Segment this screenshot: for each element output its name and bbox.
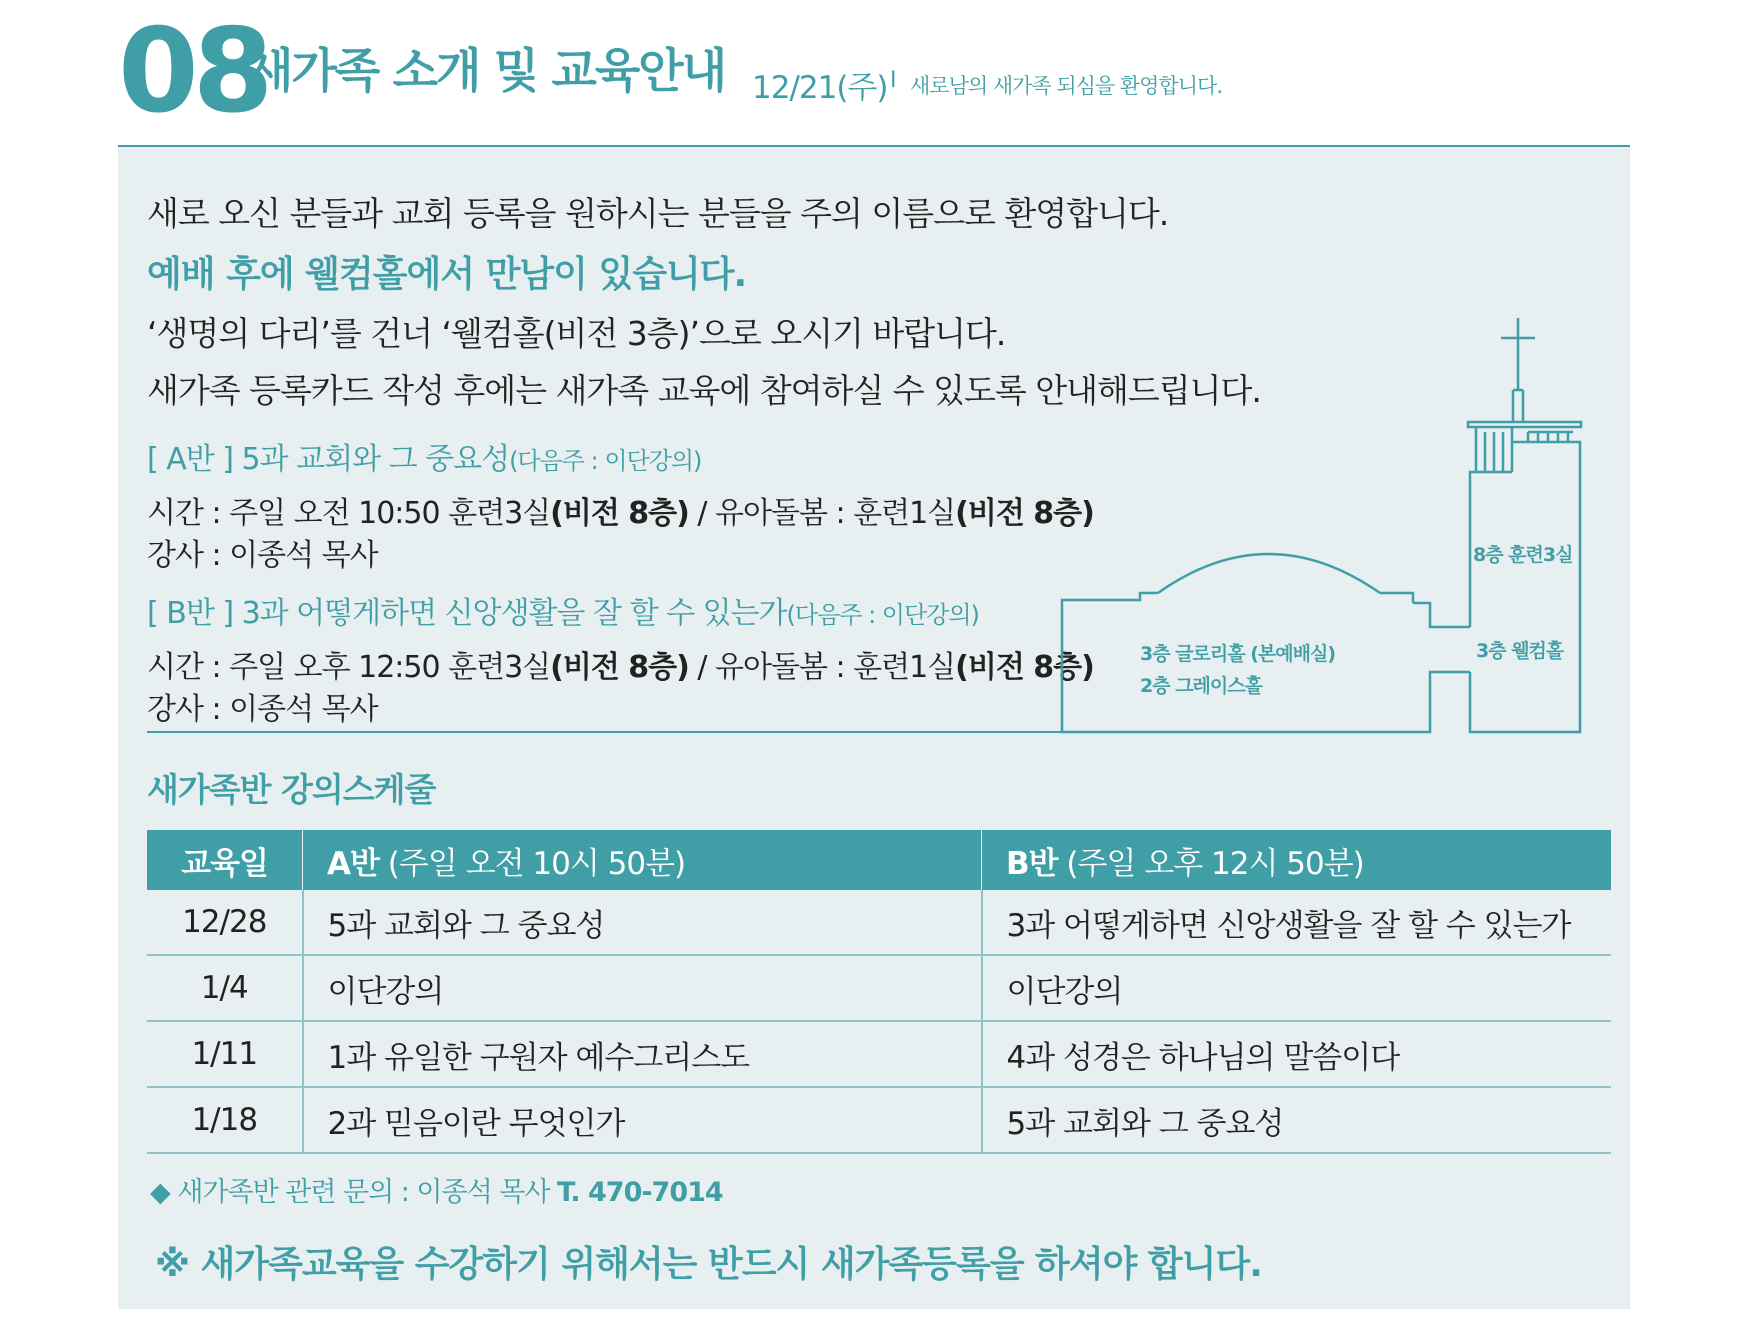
row-class-a: 1과 유일한 구원자 예수그리스도 [303,1021,982,1087]
section-title: 새가족 소개 및 교육안내 [248,44,726,99]
class-a-time-text: 시간 : 주일 오전 10:50 훈련3실 [147,496,551,531]
church-building-icon [1058,310,1588,745]
label-8f-training: 8층 훈련3실 [1473,544,1573,566]
intro-directions: ‘생명의 다리’를 건너 ‘웰컴홀(비전 3층)’으로 오시기 바랍니다. [147,314,1006,353]
section-date: 12/21(주) [752,70,888,106]
row-class-b: 이단강의 [982,955,1612,1021]
table-row [147,955,1611,1021]
row-class-b: 3과 어떻게하면 신앙생활을 잘 할 수 있는가 [982,890,1612,955]
class-a-next: (다음주 : 이단강의) [509,447,702,475]
label-2f-grace-hall: 2층 그레이스홀 [1140,675,1262,697]
header-class-b [982,830,1612,890]
class-a-teacher: 강사 : 이종석 목사 [147,538,378,573]
row-date: 1/4 [147,955,303,1021]
class-b-childcare-location: (비전 8층) [955,650,1094,685]
class-b-next: (다음주 : 이단강의) [786,601,979,629]
row-date: 12/28 [147,890,303,955]
schedule-title: 새가족반 강의스케줄 [147,770,436,809]
row-class-b: 4과 성경은 하나님의 말씀이다 [982,1021,1612,1087]
class-b-teacher: 강사 : 이종석 목사 [147,692,378,727]
row-date: 1/11 [147,1021,303,1087]
class-a-title [147,434,701,478]
row-class-a: 5과 교회와 그 중요성 [303,890,982,955]
class-a-location: (비전 8층) [550,496,689,531]
row-class-a: 2과 믿음이란 무엇인가 [303,1087,982,1153]
class-a-title-text: [ A반 ] 5과 교회와 그 중요성 [147,442,510,477]
contact-info [150,1170,723,1209]
section-subtitle: 새로남의 새가족 되심을 환영합니다. [910,74,1222,98]
class-b-location: (비전 8층) [550,650,689,685]
intro-highlight: 예배 후에 웰컴홀에서 만남이 있습니다. [147,254,747,295]
building-illustration [1058,310,1588,745]
intro-registration: 새가족 등록카드 작성 후에는 새가족 교육에 참여하실 수 있도록 안내해드립니다. [147,371,1261,410]
table-row [147,890,1611,955]
class-b-title-text: [ B반 ] 3과 어떻게하면 신앙생활을 잘 할 수 있는가 [147,596,787,631]
class-b-time-text: 시간 : 주일 오후 12:50 훈련3실 [147,650,551,685]
header-class-a-label: A반 [327,845,379,882]
label-3f-welcome-hall: 3층 웰컴홀 [1476,640,1564,662]
class-b-time [147,642,1094,686]
class-a-childcare-location: (비전 8층) [955,496,1094,531]
header-class-a [303,830,982,890]
class-b-title [147,588,979,632]
row-class-b: 5과 교회와 그 중요성 [982,1087,1612,1153]
row-date: 1/18 [147,1087,303,1153]
contact-label: 새가족반 관련 문의 : 이종석 목사 [169,1177,558,1208]
class-a-childcare: / 유아돌봄 : 훈련1실 [688,496,956,531]
diamond-bullet-icon: ◆ [150,1177,170,1208]
row-class-a: 이단강의 [303,955,982,1021]
table-row [147,1087,1611,1153]
class-b-childcare: / 유아돌봄 : 훈련1실 [688,650,956,685]
section-divider [147,731,1067,733]
schedule-header-row [147,830,1611,890]
header-class-a-time: (주일 오전 10시 50분) [378,845,686,882]
intro-welcome: 새로 오신 분들과 교회 등록을 원하시는 분들을 주의 이름으로 환영합니다. [147,194,1169,233]
section-number: 08 [118,4,268,139]
schedule-table [147,830,1611,1154]
registration-notice: ※ 새가족교육을 수강하기 위해서는 반드시 새가족등록을 하셔야 합니다. [155,1244,1262,1285]
contact-phone: T. 470-7014 [557,1177,723,1208]
header-date: 교육일 [147,830,303,890]
header-class-b-time: (주일 오후 12시 50분) [1057,845,1364,882]
header-class-b-label: B반 [1006,845,1058,882]
table-row [147,1021,1611,1087]
header-separator: I [890,68,897,93]
label-3f-glory-hall: 3층 글로리홀 (본예배실) [1140,643,1336,665]
class-a-time [147,488,1094,532]
